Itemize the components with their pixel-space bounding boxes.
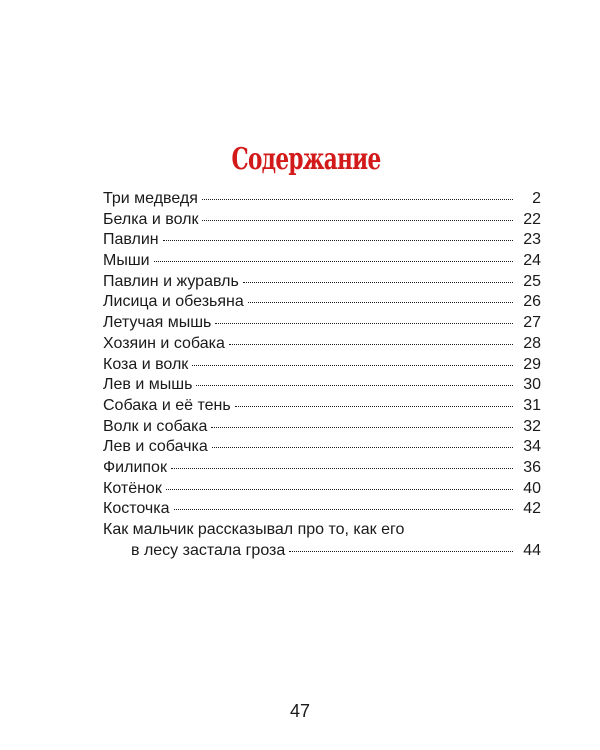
toc-entry-title: Павлин [103,231,159,249]
toc-entry-page: 25 [523,272,541,290]
toc-entry-title: Белка и волк [103,210,199,228]
toc-entry-page: 2 [532,190,541,207]
toc-entry-title: Павлин и журавль [103,272,239,290]
toc-entry-title: Косточка [103,500,170,518]
dot-leader [202,199,513,200]
toc-entry [103,499,541,520]
toc-entry-title: Лев и собачка [103,438,208,456]
dot-leader [174,509,514,510]
toc-entry [103,272,541,293]
dot-leader [196,385,513,386]
toc-entry-title: Коза и волк [103,355,189,373]
dot-leader [212,447,513,448]
dot-leader [154,261,513,262]
toc-entry-page: 28 [523,334,541,352]
dot-leader [289,551,513,552]
toc-entry [103,458,541,479]
toc-entry [103,437,541,458]
toc-entry-page: 40 [523,479,541,497]
toc-entry-title-line2: в лесу застала гроза [131,541,286,559]
dot-leader [163,240,513,241]
toc-entry [103,479,541,500]
dot-leader [202,220,513,221]
toc-entry [103,313,541,334]
toc-entry-page: 36 [523,458,541,476]
dot-leader [166,489,513,490]
toc-entry-page: 23 [523,231,541,249]
toc-entry-page: 31 [523,396,541,414]
toc-entry-title: Мыши [103,252,150,270]
table-of-contents [103,189,541,561]
toc-entry-page: 27 [523,314,541,332]
toc-entry [103,230,541,251]
toc-entry-title: Летучая мышь [103,314,212,332]
toc-entry-page: 29 [523,355,541,373]
toc-entry-title-line1: Как мальчик рассказывал про то, как его [103,521,405,538]
toc-entry [103,417,541,438]
page-title: Содержание [231,142,381,177]
toc-entry [103,334,541,355]
toc-entry-title: Филипок [103,458,167,476]
dot-leader [211,427,513,428]
toc-entry-page: 22 [523,210,541,228]
toc-entry-page: 32 [523,417,541,435]
toc-entry [103,396,541,417]
dot-leader [235,406,513,407]
toc-entry-page: 24 [523,252,541,270]
toc-entry-title: Лисица и обезьяна [103,293,244,311]
toc-entry-page: 42 [523,500,541,518]
dot-leader [192,365,513,366]
toc-entry-title: Три медведя [103,190,198,207]
toc-entry-title: Хозяин и собака [103,334,225,352]
toc-entry-title: Собака и её тень [103,396,231,414]
toc-entry-page: 26 [523,293,541,311]
toc-entry-page: 30 [523,376,541,394]
dot-leader [248,302,513,303]
toc-entry-title: Котёнок [103,479,162,497]
toc-entry [103,292,541,313]
toc-entry [103,355,541,376]
toc-entry [103,210,541,231]
page-number: 47 [289,701,311,721]
dot-leader [215,323,513,324]
dot-leader [171,468,513,469]
dot-leader [243,282,513,283]
toc-entry [103,251,541,272]
dot-leader [229,344,513,345]
toc-entry-multiline-second-line [103,541,541,562]
toc-entry-title: Волк и собака [103,417,208,435]
toc-entry-page: 34 [523,438,541,456]
toc-entry-page: 44 [523,541,541,559]
toc-entry-title: Лев и мышь [103,376,193,394]
toc-entry-multiline-first-line [103,520,541,541]
toc-entry [103,189,541,210]
toc-entry [103,375,541,396]
